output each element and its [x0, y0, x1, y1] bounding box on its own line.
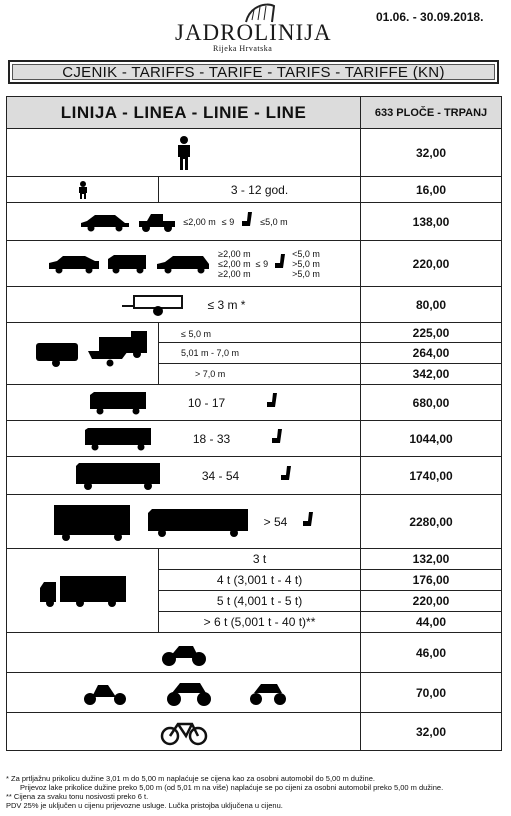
table-row: [7, 673, 502, 713]
suv-icon: [47, 254, 101, 274]
seats-range-3: 34 - 54: [201, 468, 240, 483]
price-car-large: 220,00: [361, 241, 502, 287]
seats-range-2: 18 - 33: [192, 431, 231, 446]
jeep-icon: [137, 211, 177, 233]
child-person-icon: [77, 181, 89, 199]
validity-dates: 01.06. - 30.09.2018.: [376, 10, 484, 24]
seat-icon: [273, 254, 287, 274]
quad-bike-small-icon: [248, 679, 288, 707]
van-icon: [106, 253, 150, 275]
caravan-icon: [34, 341, 82, 367]
table-row: [7, 129, 502, 177]
seat-limit: ≤ 9: [221, 216, 235, 227]
length-limit: ≤5,0 m: [260, 216, 288, 227]
caravan-length-3: > 7,0 m: [159, 364, 361, 385]
truck-icon: [38, 574, 128, 608]
seat-icon: [279, 466, 293, 486]
seat-icon: [240, 212, 254, 232]
caravan-length-2: 5,01 m - 7,0 m: [159, 343, 361, 364]
height-1: ≥2,00 m: [218, 248, 251, 259]
table-row: [7, 241, 502, 287]
footnote-2: Prijevoz lake prikolice dužine preko 5,00 m (od 5,01 m na više) naplaćuje se po cijeni za osobni automobil preko 5,00 m dužine.: [20, 783, 444, 792]
child-age-label: 3 - 12 god.: [159, 177, 361, 203]
table-row: [7, 633, 502, 673]
table-row: [7, 287, 502, 323]
brand-logo: JADROLINIJA: [175, 20, 332, 45]
price-truck-2: 176,00: [361, 570, 502, 591]
seat-icon: [265, 393, 279, 413]
footnote-4: PDV 25% je uključen u cijenu prijevozne usluge. Lučka pristojba uključena u cijenu.: [6, 801, 283, 810]
price-quad: 70,00: [361, 673, 502, 713]
motorcycle-icon: [159, 638, 209, 668]
price-child: 16,00: [361, 177, 502, 203]
seat-icon: [270, 429, 284, 449]
seats-range-1: 10 - 17: [187, 395, 226, 410]
midibus-icon: [83, 427, 153, 451]
length-1: <5,0 m: [292, 248, 320, 259]
price-bus-4: 2280,00: [361, 495, 502, 549]
tariff-table: [6, 96, 502, 751]
truck-weight-1: 3 t: [159, 549, 361, 570]
coach-icon: [74, 462, 162, 490]
truck-weight-4: > 6 t (5,001 t - 40 t)**: [159, 612, 361, 633]
table-row: [7, 495, 502, 549]
table-row: [7, 421, 502, 457]
footnote-1: * Za prtljažnu prikolicu dužine 3,01 m do 5,00 m naplaćuje se cijena kao za osobni automobil do 5,00 m dužine.: [6, 774, 375, 783]
price-bus-2: 1044,00: [361, 421, 502, 457]
length-3: >5,0 m: [292, 268, 320, 279]
height-2: ≤2,00 m: [218, 258, 251, 269]
seat-icon: [301, 512, 315, 532]
large-coach-icon: [146, 507, 250, 537]
seats-range-4: > 54: [263, 514, 288, 529]
table-row: [7, 457, 502, 495]
estate-car-icon: [155, 254, 213, 274]
caravan-length-1: ≤ 5,0 m: [181, 328, 211, 339]
brand-subtitle: Rijeka Hrvatska: [213, 44, 273, 53]
route-label: 633 PLOČE - TRPANJ: [361, 97, 502, 129]
tariff-title: CJENIK - TARIFFS - TARIFE - TARIFS - TARIFFE (KN): [8, 60, 499, 84]
length-2: >5,0 m: [292, 258, 320, 269]
line-label: LINIJA - LINEA - LINIE - LINE: [7, 97, 361, 129]
height-limit: ≤2,00 m: [183, 216, 216, 227]
table-row: [7, 177, 502, 203]
table-row: [7, 549, 502, 570]
price-car-small: 138,00: [361, 203, 502, 241]
price-caravan-1: 225,00: [361, 323, 502, 343]
table-header-row: [7, 97, 502, 129]
price-trailer: 80,00: [361, 287, 502, 323]
trailer-length: ≤ 3 m *: [207, 297, 246, 312]
table-row: [7, 385, 502, 421]
double-decker-bus-icon: [52, 503, 132, 541]
price-truck-4: 44,00: [361, 612, 502, 633]
price-truck-1: 132,00: [361, 549, 502, 570]
scooter-icon: [80, 679, 130, 707]
table-row: [7, 323, 502, 343]
price-bus-3: 1740,00: [361, 457, 502, 495]
adult-person-icon: [174, 136, 194, 170]
price-bicycle: 32,00: [361, 713, 502, 751]
seat-limit: ≤ 9: [255, 258, 269, 269]
table-row: [7, 713, 502, 751]
price-caravan-3: 342,00: [361, 364, 502, 385]
quad-bike-icon: [164, 679, 214, 707]
footnote-3: ** Cijena za svaku tonu nosivosti preko 6 t.: [6, 792, 149, 801]
price-bus-1: 680,00: [361, 385, 502, 421]
height-3: ≥2,00 m: [218, 268, 251, 279]
price-motorcycle: 46,00: [361, 633, 502, 673]
price-adult: 32,00: [361, 129, 502, 177]
table-row: [7, 203, 502, 241]
truck-weight-2: 4 t (3,001 t - 4 t): [159, 570, 361, 591]
truck-weight-3: 5 t (4,001 t - 5 t): [159, 591, 361, 612]
price-truck-3: 220,00: [361, 591, 502, 612]
camper-icon: [97, 329, 149, 359]
bicycle-icon: [160, 718, 208, 746]
car-icon: [79, 212, 131, 232]
minibus-icon: [88, 391, 148, 415]
trailer-icon: [122, 292, 188, 318]
price-caravan-2: 264,00: [361, 343, 502, 364]
